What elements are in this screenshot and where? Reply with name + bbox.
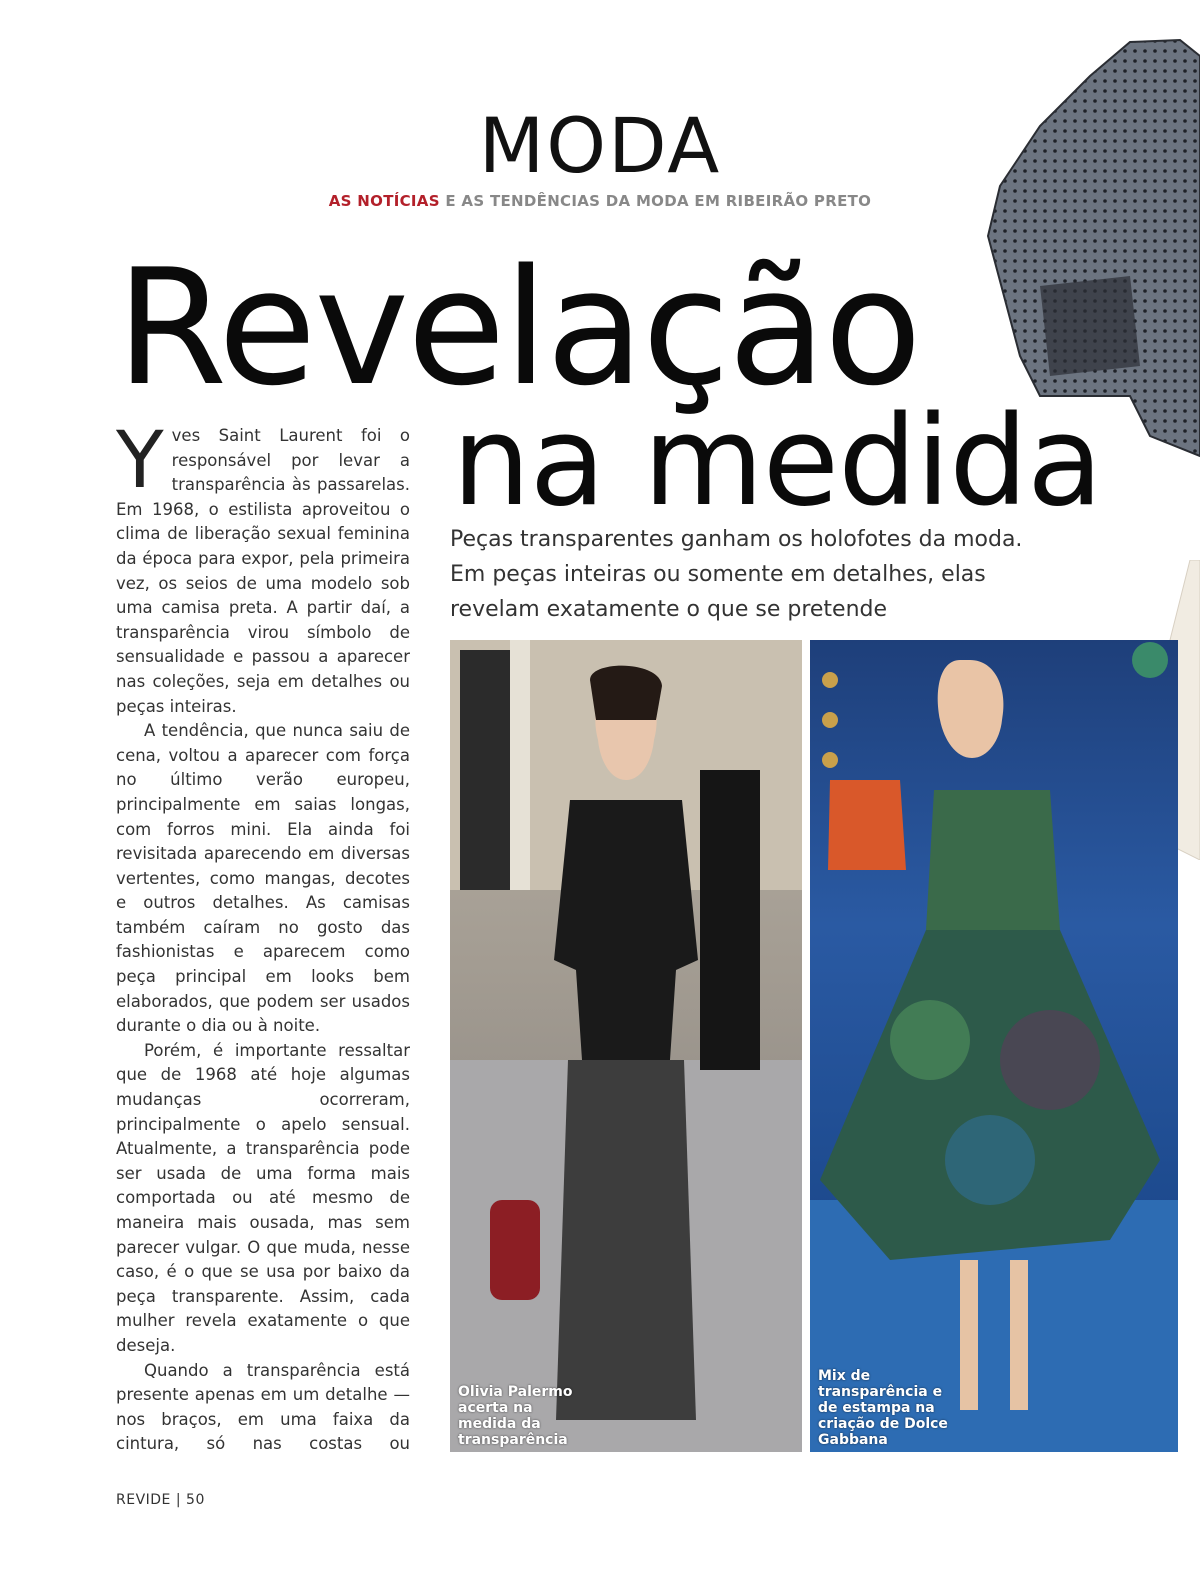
body-paragraph: Yves Saint Laurent foi o responsável por levar a transparência às passarelas. Em 1968, o estilista aproveitou o clima de liberação sexual feminina da época para expor, pela primeira vez, os seios de uma modelo sob uma camisa preta. A partir daí, a transparência virou símbolo de sensualidade e passou a aparecer nas coleções, seja em detalhes ou peças inteiras. — [116, 424, 410, 716]
photo-olivia-palermo — [450, 640, 802, 1452]
article-deck: Peças transparentes ganham os holofotes da moda. Em peças inteiras ou somente em detalhes, elas revelam exatamente o que se pretende — [450, 527, 1023, 622]
page-number: 50 — [186, 1492, 205, 1508]
section-subtitle — [300, 192, 900, 210]
drop-cap: Y — [116, 424, 164, 506]
photo-dolce-gabbana-runway — [810, 640, 1178, 1452]
footer-separator: | — [175, 1492, 182, 1508]
headline-line-2: na medida — [452, 390, 1102, 534]
article-body — [116, 424, 410, 1454]
section-title: MODA — [478, 101, 722, 190]
subtitle-highlight: AS NOTÍCIAS — [328, 192, 440, 210]
photo-caption-left: Olivia Palermo acerta na medida da transparência — [458, 1384, 573, 1448]
photo-caption-right: Mix de transparência e de estampa na criação de Dolce Gabbana — [818, 1368, 948, 1448]
magazine-name: REVIDE — [116, 1492, 171, 1508]
page-footer — [116, 1492, 205, 1508]
headline-line-1: Revelação — [116, 234, 920, 421]
body-paragraph: A tendência, que nunca saiu de cena, voltou a aparecer com força no último verão europeu, principalmente em saias longas, com forros mini. Ela ainda foi revisitada aparecendo em diversas vertentes, como mangas, decotes e outros detalhes. As camisas também caíram no gosto das fashionistas e aparecem como peça principal em looks bem elaborados, que podem ser usados durante o dia ou à noite. — [116, 721, 410, 1036]
body-paragraph: Quando a transparência está presente apenas em um detalhe — nos braços, em uma faixa da cintura, só nas costas ou — [116, 1360, 410, 1454]
subtitle-rest: E AS TENDÊNCIAS DA MODA EM RIBEIRÃO PRETO — [445, 192, 872, 210]
body-paragraph: Porém, é importante ressaltar que de 1968 até hoje algumas mudanças ocorreram, principalmente o apelo sensual. Atualmente, a transparência pode ser usada de uma forma mais comportada ou até mesmo de maneira mais ousada, mas sem parecer vulgar. O que muda, nesse caso, é o que se usa por baixo da peça transparente. Assim, cada mulher revela exatamente o que deseja. — [116, 1040, 410, 1355]
